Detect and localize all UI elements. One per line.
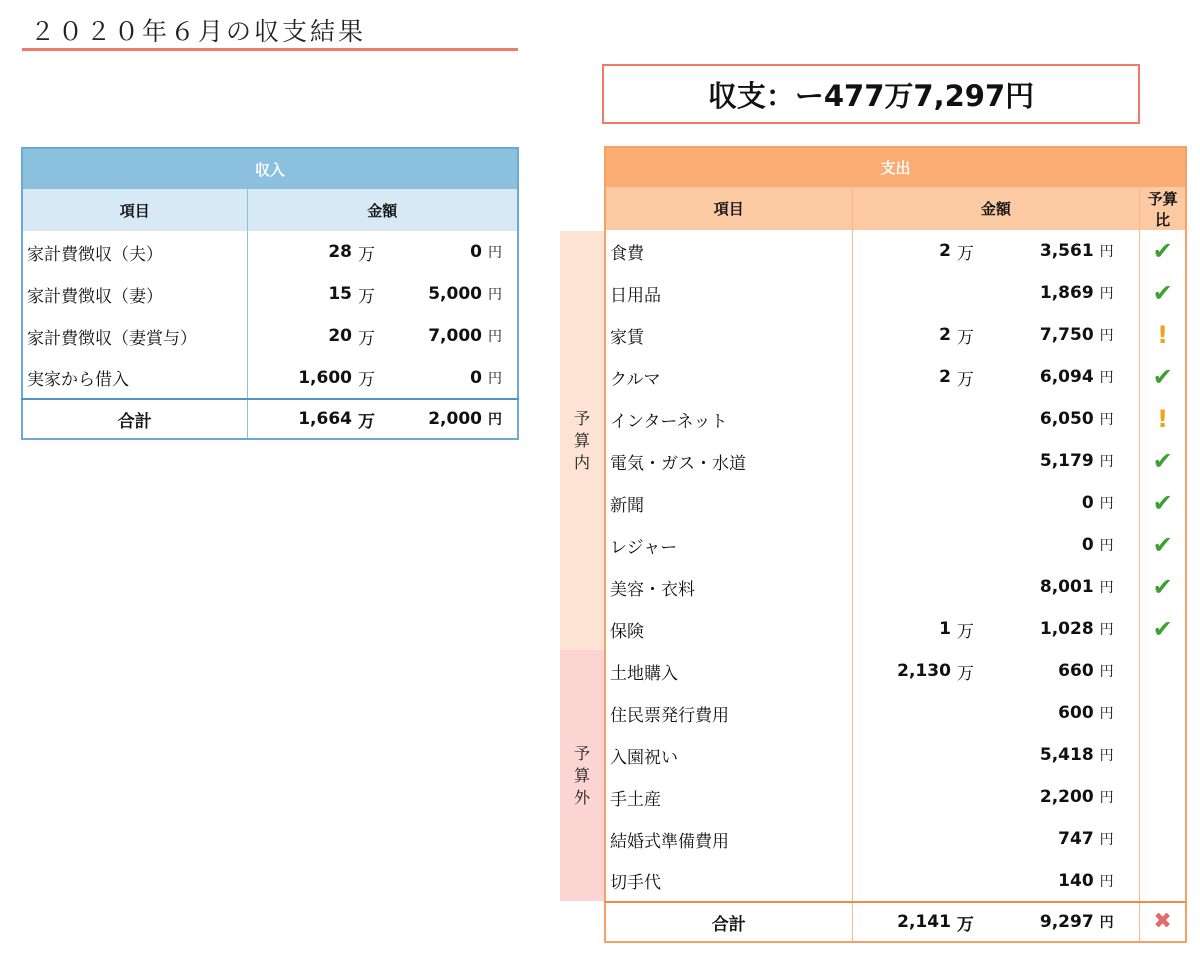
income-item-man: 15 <box>328 284 352 304</box>
man-unit: 万 <box>956 369 974 390</box>
yen-unit: 円 <box>1094 776 1140 818</box>
income-item-name: 家計費徴収（夫） <box>22 231 247 273</box>
man-unit: 万 <box>358 370 375 390</box>
expense-item-name: 切手代 <box>605 860 852 902</box>
expense-item-status <box>1140 398 1186 440</box>
check-icon: ✔ <box>1152 530 1173 559</box>
expense-item-yen: 600 <box>1058 703 1094 723</box>
expense-item-name: 結婚式準備費用 <box>605 818 852 860</box>
income-header: 収入 <box>22 148 518 189</box>
expense-section <box>560 146 1187 943</box>
expense-row <box>605 482 1186 524</box>
expense-item-man <box>852 272 951 314</box>
income-item-name: 家計費徴収（妻） <box>22 273 247 315</box>
man-unit <box>951 272 995 314</box>
expense-row <box>605 734 1186 776</box>
check-icon: ✔ <box>1152 572 1173 601</box>
yen-unit: 円 <box>1094 692 1140 734</box>
yen-unit: 円 <box>1094 818 1140 860</box>
expense-total-label: 合計 <box>605 902 852 942</box>
man-unit <box>951 692 995 734</box>
yen-unit: 円 <box>1094 230 1140 272</box>
man-unit <box>951 482 995 524</box>
expense-total-row <box>605 902 1186 942</box>
income-row <box>22 357 518 399</box>
yen-unit: 円 <box>1094 734 1140 776</box>
group-in-char: 算 <box>573 430 590 450</box>
expense-row <box>605 440 1186 482</box>
expense-row <box>605 608 1186 650</box>
expense-item-yen: 5,418 <box>1039 745 1094 765</box>
expense-col-item: 項目 <box>605 187 852 230</box>
expense-item-yen: 3,561 <box>1039 241 1094 261</box>
man-unit <box>951 776 995 818</box>
income-row <box>22 231 518 273</box>
expense-item-name: 保険 <box>605 608 852 650</box>
expense-row <box>605 356 1186 398</box>
expense-item-man <box>852 398 951 440</box>
income-total-label: 合計 <box>22 399 247 439</box>
yen-unit: 円 <box>1094 608 1140 650</box>
expense-col-budget: 予算比 <box>1140 187 1186 230</box>
expense-item-status <box>1140 608 1186 650</box>
expense-item-man <box>852 524 951 566</box>
expense-item-yen: 7,750 <box>1039 325 1094 345</box>
income-row <box>22 273 518 315</box>
expense-item-status <box>1140 860 1186 902</box>
man-unit: 万 <box>956 663 974 684</box>
expense-item-man <box>852 482 951 524</box>
expense-row <box>605 692 1186 734</box>
man-unit: 万 <box>358 286 375 307</box>
expense-item-status <box>1140 230 1186 272</box>
expense-item-yen: 5,179 <box>1039 451 1094 471</box>
check-icon: ✔ <box>1152 614 1173 643</box>
expense-item-name: インターネット <box>605 398 852 440</box>
check-icon: ✔ <box>1152 278 1173 307</box>
income-item-man: 1,600 <box>298 367 352 388</box>
expense-item-status <box>1140 692 1186 734</box>
yen-unit: 円 <box>1094 440 1140 482</box>
income-row <box>22 315 518 357</box>
balance-summary: 収支：ー477万7,297円 <box>602 64 1140 124</box>
man-unit: 万 <box>352 399 387 439</box>
expense-item-yen: 8,001 <box>1039 577 1094 597</box>
expense-row <box>605 230 1186 272</box>
expense-item-man <box>852 692 951 734</box>
income-table <box>21 147 519 440</box>
yen-unit: 円 <box>488 370 502 387</box>
expense-item-name: 食費 <box>605 230 852 272</box>
expense-item-status <box>1140 524 1186 566</box>
income-item-man: 28 <box>328 242 352 262</box>
group-out-char: 予 <box>573 743 590 763</box>
expense-item-yen: 1,028 <box>1039 619 1094 639</box>
expense-total-status <box>1140 902 1186 942</box>
yen-unit: 円 <box>482 399 518 439</box>
expense-item-status <box>1140 566 1186 608</box>
expense-item-name: 日用品 <box>605 272 852 314</box>
expense-item-man <box>852 734 951 776</box>
man-unit <box>951 440 995 482</box>
man-unit: 万 <box>956 243 974 264</box>
expense-item-yen: 2,200 <box>1039 787 1094 807</box>
man-unit: 万 <box>358 328 375 349</box>
expense-item-status <box>1140 734 1186 776</box>
expense-item-name: 電気・ガス・水道 <box>605 440 852 482</box>
expense-item-status <box>1140 440 1186 482</box>
expense-item-yen: 0 <box>1081 493 1094 513</box>
expense-row <box>605 524 1186 566</box>
expense-row <box>605 860 1186 902</box>
warning-icon: ! <box>1157 320 1169 349</box>
expense-header: 支出 <box>605 147 1186 187</box>
expense-item-status <box>1140 272 1186 314</box>
expense-row <box>605 566 1186 608</box>
expense-item-name: 住民票発行費用 <box>605 692 852 734</box>
expense-item-man <box>852 860 951 902</box>
page-title: ２０２０年６月の収支結果 <box>30 17 367 46</box>
expense-item-yen: 660 <box>1058 661 1094 681</box>
man-unit <box>951 524 995 566</box>
income-item-yen: 0 <box>470 367 482 388</box>
expense-item-man <box>852 566 951 608</box>
income-item-name: 実家から借入 <box>22 357 247 399</box>
warning-icon: ! <box>1157 404 1169 433</box>
expense-item-name: 土地購入 <box>605 650 852 692</box>
expense-row <box>605 776 1186 818</box>
expense-item-man: 2 <box>939 325 951 345</box>
yen-unit: 円 <box>488 287 502 303</box>
title-underline <box>22 48 518 51</box>
expense-item-yen: 140 <box>1058 870 1094 891</box>
expense-item-man <box>852 440 951 482</box>
expense-item-man <box>852 776 951 818</box>
man-unit <box>951 860 995 902</box>
expense-item-status <box>1140 482 1186 524</box>
income-item-yen: 0 <box>470 242 482 262</box>
yen-unit: 円 <box>1094 482 1140 524</box>
expense-item-man: 2 <box>939 241 951 261</box>
expense-item-yen: 1,869 <box>1039 283 1094 303</box>
income-item-yen: 7,000 <box>428 326 482 346</box>
expense-row <box>605 314 1186 356</box>
expense-item-name: クルマ <box>605 356 852 398</box>
expense-item-name: 入園祝い <box>605 734 852 776</box>
expense-item-man: 1 <box>939 619 951 639</box>
yen-unit: 円 <box>1094 566 1140 608</box>
expense-item-man: 2,130 <box>897 661 951 681</box>
yen-unit: 円 <box>1094 650 1140 692</box>
expense-table <box>604 146 1187 943</box>
expense-rows <box>605 230 1186 902</box>
expense-item-name: 手土産 <box>605 776 852 818</box>
man-unit: 万 <box>956 327 974 348</box>
cross-icon: ✖ <box>1153 909 1172 934</box>
expense-item-status <box>1140 650 1186 692</box>
income-col-item: 項目 <box>22 189 247 231</box>
income-total-yen: 2,000 <box>387 399 482 439</box>
income-item-man: 20 <box>328 326 352 346</box>
expense-row <box>605 398 1186 440</box>
expense-item-name: 美容・衣料 <box>605 566 852 608</box>
income-rows <box>22 231 518 399</box>
yen-unit: 円 <box>1094 860 1140 902</box>
yen-unit: 円 <box>1094 524 1140 566</box>
expense-item-status <box>1140 356 1186 398</box>
expense-item-name: 新聞 <box>605 482 852 524</box>
yen-unit: 円 <box>1094 356 1140 398</box>
yen-unit: 円 <box>1094 314 1140 356</box>
yen-unit: 円 <box>488 245 502 261</box>
expense-item-name: レジャー <box>605 524 852 566</box>
check-icon: ✔ <box>1152 446 1173 475</box>
income-item-name: 家計費徴収（妻賞与） <box>22 315 247 357</box>
check-icon: ✔ <box>1152 236 1173 265</box>
expense-item-man: 2 <box>939 367 951 387</box>
income-item-yen: 5,000 <box>428 284 482 304</box>
expense-item-status <box>1140 314 1186 356</box>
man-unit <box>951 818 995 860</box>
expense-item-yen: 0 <box>1081 535 1094 555</box>
group-out-char: 算 <box>573 765 590 785</box>
expense-item-name: 家賃 <box>605 314 852 356</box>
income-col-amount: 金額 <box>247 189 518 231</box>
group-in-char: 予 <box>573 408 590 428</box>
expense-item-status <box>1140 776 1186 818</box>
yen-unit: 円 <box>1094 398 1140 440</box>
expense-item-man <box>852 818 951 860</box>
yen-unit: 円 <box>1094 902 1140 942</box>
income-total-row <box>22 399 518 439</box>
expense-total-yen: 9,297 <box>995 902 1094 942</box>
check-icon: ✔ <box>1152 488 1173 517</box>
expense-col-amount: 金額 <box>852 187 1140 230</box>
yen-unit: 円 <box>488 329 502 345</box>
expense-row <box>605 818 1186 860</box>
group-in-char: 内 <box>573 452 590 472</box>
expense-item-yen: 747 <box>1058 829 1094 849</box>
man-unit: 万 <box>951 902 995 942</box>
expense-item-yen: 6,094 <box>1039 367 1094 387</box>
man-unit <box>951 566 995 608</box>
income-total-man: 1,664 <box>247 399 352 439</box>
man-unit <box>951 398 995 440</box>
man-unit: 万 <box>358 244 375 265</box>
check-icon: ✔ <box>1152 362 1173 391</box>
expense-row <box>605 650 1186 692</box>
yen-unit: 円 <box>1094 272 1140 314</box>
man-unit: 万 <box>956 621 974 642</box>
expense-item-status <box>1140 818 1186 860</box>
expense-total-man: 2,141 <box>852 902 951 942</box>
group-out-char: 外 <box>573 787 590 807</box>
expense-item-yen: 6,050 <box>1039 409 1094 429</box>
expense-row <box>605 272 1186 314</box>
man-unit <box>951 734 995 776</box>
